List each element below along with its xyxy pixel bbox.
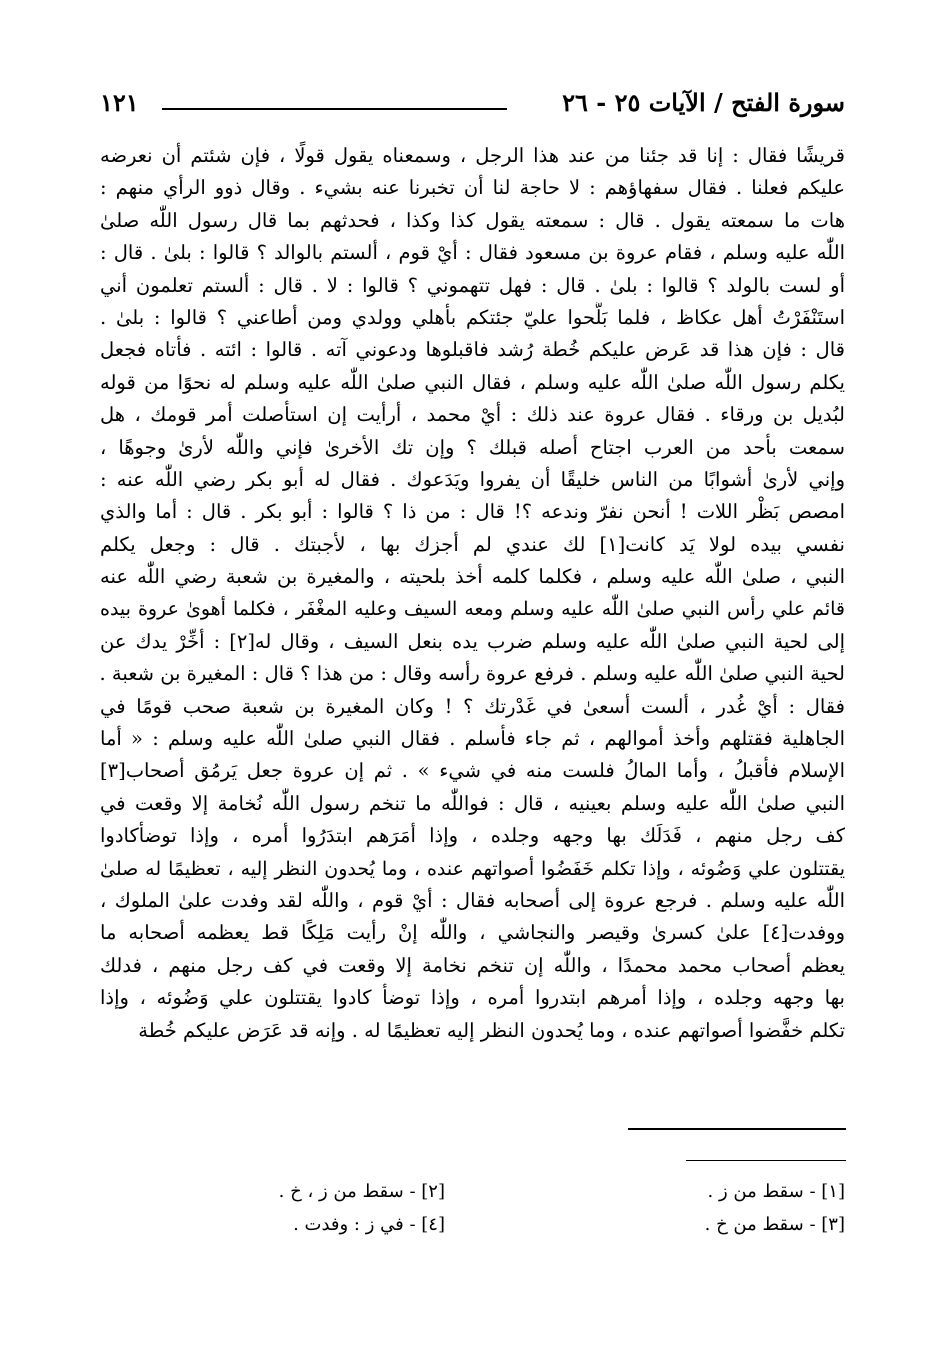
text-line: لبُديل بن ورقاء . فقال عروة عند ذلك : أيْ محمد ، أرأيت إن استأصلت أمر قومك ، هل <box>100 403 845 427</box>
running-title: سورة الفتح / الآيات ٢٥ - ٢٦ <box>562 88 845 117</box>
text-line: سمعت بأحد من العرب اجتاح أصله قبلك ؟ وإن تك الأخرىٰ فإني واللّٰه لأرىٰ وجوهًا ، <box>100 435 845 459</box>
text-line: ووفدت[٤] علىٰ كسرىٰ وقيصر والنجاشي ، واللّٰه إنْ رأيت مَلِكًا قط يعظمه أصحابه ما <box>100 921 845 945</box>
footnote-row <box>100 1208 845 1241</box>
footnote-separator <box>628 1128 846 1130</box>
text-line: قريشًا فقال : إنا قد جئنا من عند هذا الرجل ، وسمعناه يقول قولًا ، فإن شئتم أن نعرضه <box>100 144 845 167</box>
page-number: ١٢١ <box>100 88 139 117</box>
text-line: قال : فإن هذا قد عَرض عليكم خُطة رُشد فاقبلوها ودعوني آته . قالوا : ائته . فأتاه فجعل <box>100 338 845 362</box>
footnote-3: [٣] - سقط من خ . <box>704 1214 845 1235</box>
text-line: أو لست بالولد ؟ قالوا : بلىٰ . قال : فهل تتهموني ؟ قالوا : لا . قال : ألستم تعلمون أني <box>100 273 845 297</box>
text-line: استَنْفَرْتُ أهل عكاظ ، فلما بَلَّحوا عليّ جئتكم بأهلي وولدي ومن أطاعني ؟ قالوا : بلىٰ . <box>100 305 845 329</box>
text-line: اللّٰه عليه وسلم ، فقام عروة بن مسعود فقال : أيْ قوم ، ألستم بالوالد ؟ قالوا : بلىٰ . قال : <box>100 241 845 265</box>
header-rule <box>162 108 507 110</box>
text-line: امصص بَظْر اللات ! أنحن نفرّ وندعه ؟! قال : من ذا ؟ قالوا : أبو بكر . قال : أما والذي <box>100 500 845 524</box>
text-line: اللّٰه عليه وسلم . فرجع عروة إلى أصحابه فقال : أيْ قوم ، واللّٰه لقد وفدت علىٰ الملوك ، <box>100 888 845 912</box>
text-line: النبي ، صلىٰ اللّٰه عليه وسلم ، فكلما كلمه أخذ بلحيته ، والمغيرة بن شعبة رضي اللّٰه عنه <box>100 565 845 589</box>
page-header <box>100 88 845 128</box>
main-text <box>100 140 845 1115</box>
text-line: الإسلام فأقبلُ ، وأما المالُ فلست منه في شيء » . ثم إن عروة جعل يَرمُق أصحاب[٣] <box>100 759 845 783</box>
text-line: فقال : أيْ غُدر ، ألست أسعىٰ في غَدْرتك ؟ ! وكان المغيرة بن شعبة صحب قومًا في <box>100 694 845 718</box>
footnote-row <box>100 1175 845 1208</box>
footnote-4: [٤] - في ز : وفدت . <box>293 1214 445 1235</box>
footnote-separator-short <box>686 1160 846 1161</box>
text-line: النبي صلىٰ اللّٰه عليه وسلم بعينيه ، قال : فواللّٰه ما تنخم رسول اللّٰه نُخامة إلا وقعت في <box>100 791 845 815</box>
text-line: يعظم أصحاب محمد محمدًا ، واللّٰه إن تنخم نخامة إلا وقعت في كف رجل منهم ، فدلك <box>100 953 845 977</box>
text-line: نفسي بيده لولا يَد كانت[١] لك عندي لم أجزك بها ، لأجبتك . قال : وجعل يكلم <box>100 532 845 556</box>
text-line: يكلم رسول اللّٰه صلىٰ اللّٰه عليه وسلم ، فقال النبي صلىٰ اللّٰه عليه وسلم له نحوًا من قوله <box>100 370 845 394</box>
text-line: يقتتلون علي وَضُوئه ، وإذا تكلم خَفَضُوا أصواتهم عنده ، وما يُحدون النظر إليه ، تعظيمًا له صلىٰ <box>100 857 845 880</box>
footnote-2: [٢] - سقط من ز ، خ . <box>278 1181 445 1202</box>
text-line: وإني لأرىٰ أشوابًا من الناس خليقًا أن يفروا ويَدَعوك . فقال له أبو بكر رضي اللّٰه عنه : <box>100 467 845 491</box>
text-line: بها وجهه وجلده ، وإذا أمرهم ابتدروا أمره ، وإذا توضأ كادوا يقتتلون علي وَضُوئه ، وإذا <box>100 986 845 1010</box>
text-line: الجاهلية فقتلهم وأخذ أموالهم ، ثم جاء فأسلم . فقال النبي صلىٰ اللّٰه عليه وسلم : « أما <box>100 727 845 751</box>
text-line: قائم علي رأس النبي صلىٰ اللّٰه عليه وسلم ومعه السيف وعليه المغْفَر ، فكلما أهوىٰ عروة بيده <box>100 598 845 621</box>
text-line: هات ما سمعته يقول . قال : سمعته يقول كذا وكذا ، فحدثهم بما قال رسول اللّٰه صلىٰ <box>100 208 845 232</box>
text-line: إلى لحية النبي صلىٰ اللّٰه عليه وسلم ضرب يده بنعل السيف ، وقال له[٢] : أخِّرْ يدك عن <box>100 629 845 653</box>
text-line: كف رجل منهم ، فَدَلَك بها وجهه وجلده ، وإذا أمَرَهم ابتدَرُوا أمره ، وإذا توضأكادوا <box>100 824 845 848</box>
footnote-1: [١] - سقط من ز . <box>707 1181 845 1202</box>
text-line: عليكم فعلنا . فقال سفهاؤهم : لا حاجة لنا أن تخبرنا عنه بشيء . وقال ذوو الرأي منهم : <box>100 176 845 200</box>
footnotes <box>100 1175 845 1241</box>
text-line: تكلم خفَّضوا أصواتهم عنده ، وما يُحدون النظر إليه تعظيمًا له . وإنه قد عَرَض عليكم خُطة <box>138 1018 845 1042</box>
text-line: لحية النبي صلىٰ اللّٰه عليه وسلم . فرفع عروة رأسه وقال : من هذا ؟ قال : المغيرة بن شعبة . <box>100 662 845 686</box>
